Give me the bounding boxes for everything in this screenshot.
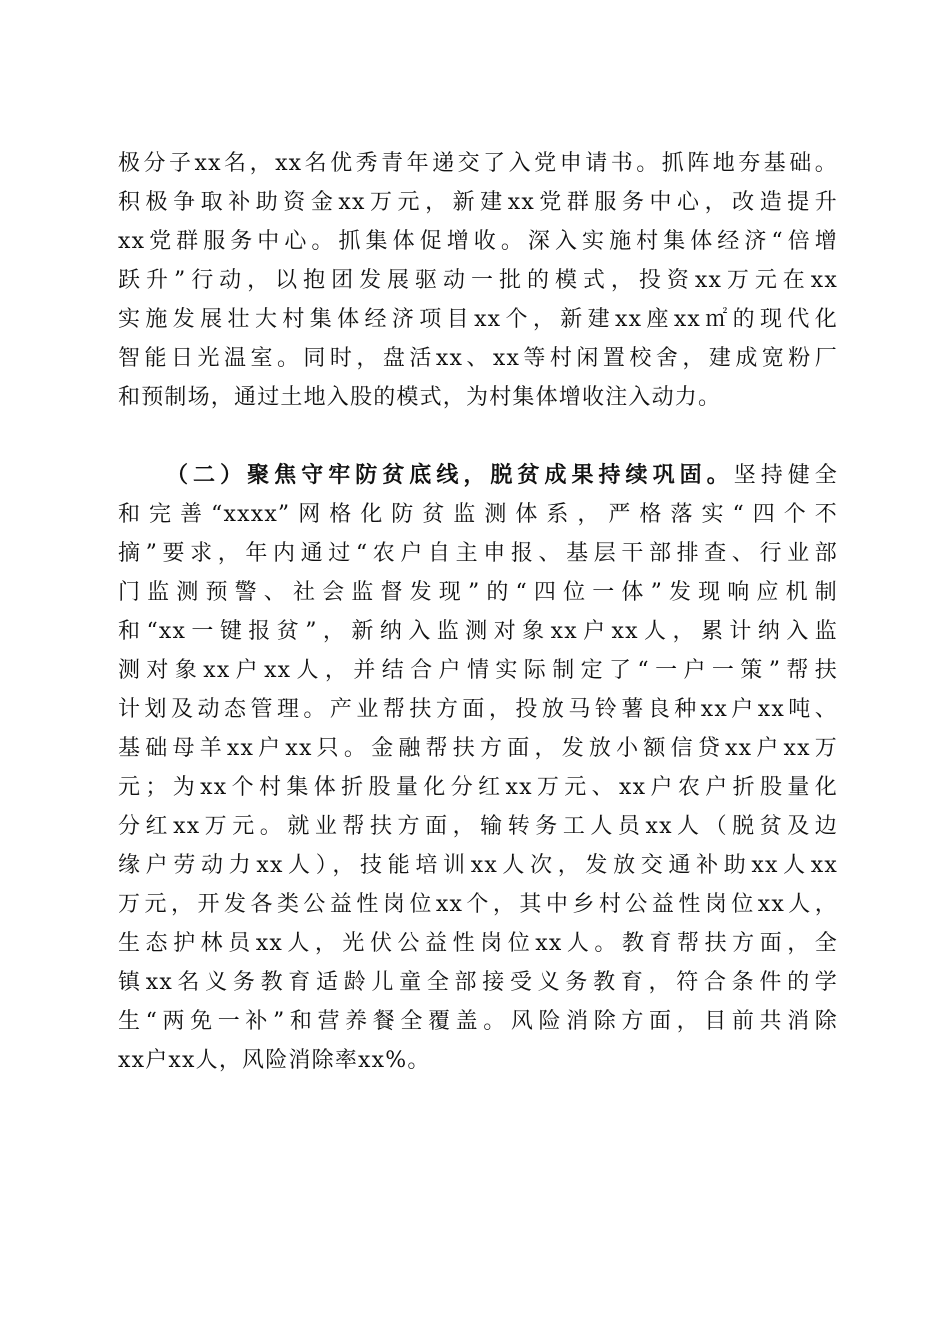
paragraph-line: 基础母羊xx户xx只。金融帮扶方面，发放小额信贷xx户xx万	[118, 736, 838, 761]
heading-continuation: 坚持健全	[733, 463, 839, 488]
paragraph-line: 缘户劳动力xx人），技能培训xx人次，发放交通补助xx人xx	[118, 853, 838, 878]
paragraph-line: 计划及动态管理。产业帮扶方面，投放马铃薯良种xx户xx吨、	[118, 697, 838, 722]
paragraph-line: 摘”要求，年内通过“农户自主申报、基层干部排查、行业部	[118, 541, 838, 566]
paragraph-line: 和“xx一键报贫”，新纳入监测对象xx户xx人，累计纳入监	[118, 619, 838, 644]
paragraph-line: 万元，开发各类公益性岗位xx个，其中乡村公益性岗位xx人，	[118, 892, 838, 917]
paragraph-line: 实施发展壮大村集体经济项目xx个，新建xx座xx㎡的现代化	[118, 307, 838, 332]
paragraph-line: xx户xx人，风险消除率xx%。	[118, 1048, 431, 1073]
paragraph-line: 积极争取补助资金xx万元，新建xx党群服务中心，改造提升	[118, 190, 838, 215]
paragraph-line: 跃升”行动，以抱团发展驱动一批的模式，投资xx万元在xx	[118, 268, 838, 293]
paragraph-1	[118, 144, 838, 417]
paragraph-line: 智能日光温室。同时，盘活xx、xx等村闲置校舍，建成宽粉厂	[118, 346, 838, 371]
paragraph-2	[118, 456, 838, 1080]
paragraph-line: 分红xx万元。就业帮扶方面，输转务工人员xx人（脱贫及边	[118, 814, 838, 839]
paragraph-line: 测对象xx户xx人，并结合户情实际制定了“一户一策”帮扶	[118, 658, 838, 683]
paragraph-line: 和预制场，通过土地入股的模式，为村集体增收注入动力。	[118, 385, 722, 410]
paragraph-line: 和完善“xxxx”网格化防贫监测体系，严格落实“四个不	[118, 502, 838, 527]
paragraph-first-line	[118, 456, 838, 495]
paragraph-line: 镇xx名义务教育适龄儿童全部接受义务教育，符合条件的学	[118, 970, 838, 995]
paragraph-line: 极分子xx名，xx名优秀青年递交了入党申请书。抓阵地夯基础。	[118, 151, 838, 176]
paragraph-line: xx党群服务中心。抓集体促增收。深入实施村集体经济“倍增	[118, 229, 838, 254]
paragraph-line: 元；为xx个村集体折股量化分红xx万元、xx户农户折股量化	[118, 775, 838, 800]
paragraph-line: 生“两免一补”和营养餐全覆盖。风险消除方面，目前共消除	[118, 1009, 838, 1034]
paragraph-line: 门监测预警、社会监督发现”的“四位一体”发现响应机制	[118, 580, 838, 605]
paragraph-line: 生态护林员xx人，光伏公益性岗位xx人。教育帮扶方面，全	[118, 931, 838, 956]
section-heading: （二）聚焦守牢防贫底线，脱贫成果持续巩固。	[166, 462, 734, 488]
